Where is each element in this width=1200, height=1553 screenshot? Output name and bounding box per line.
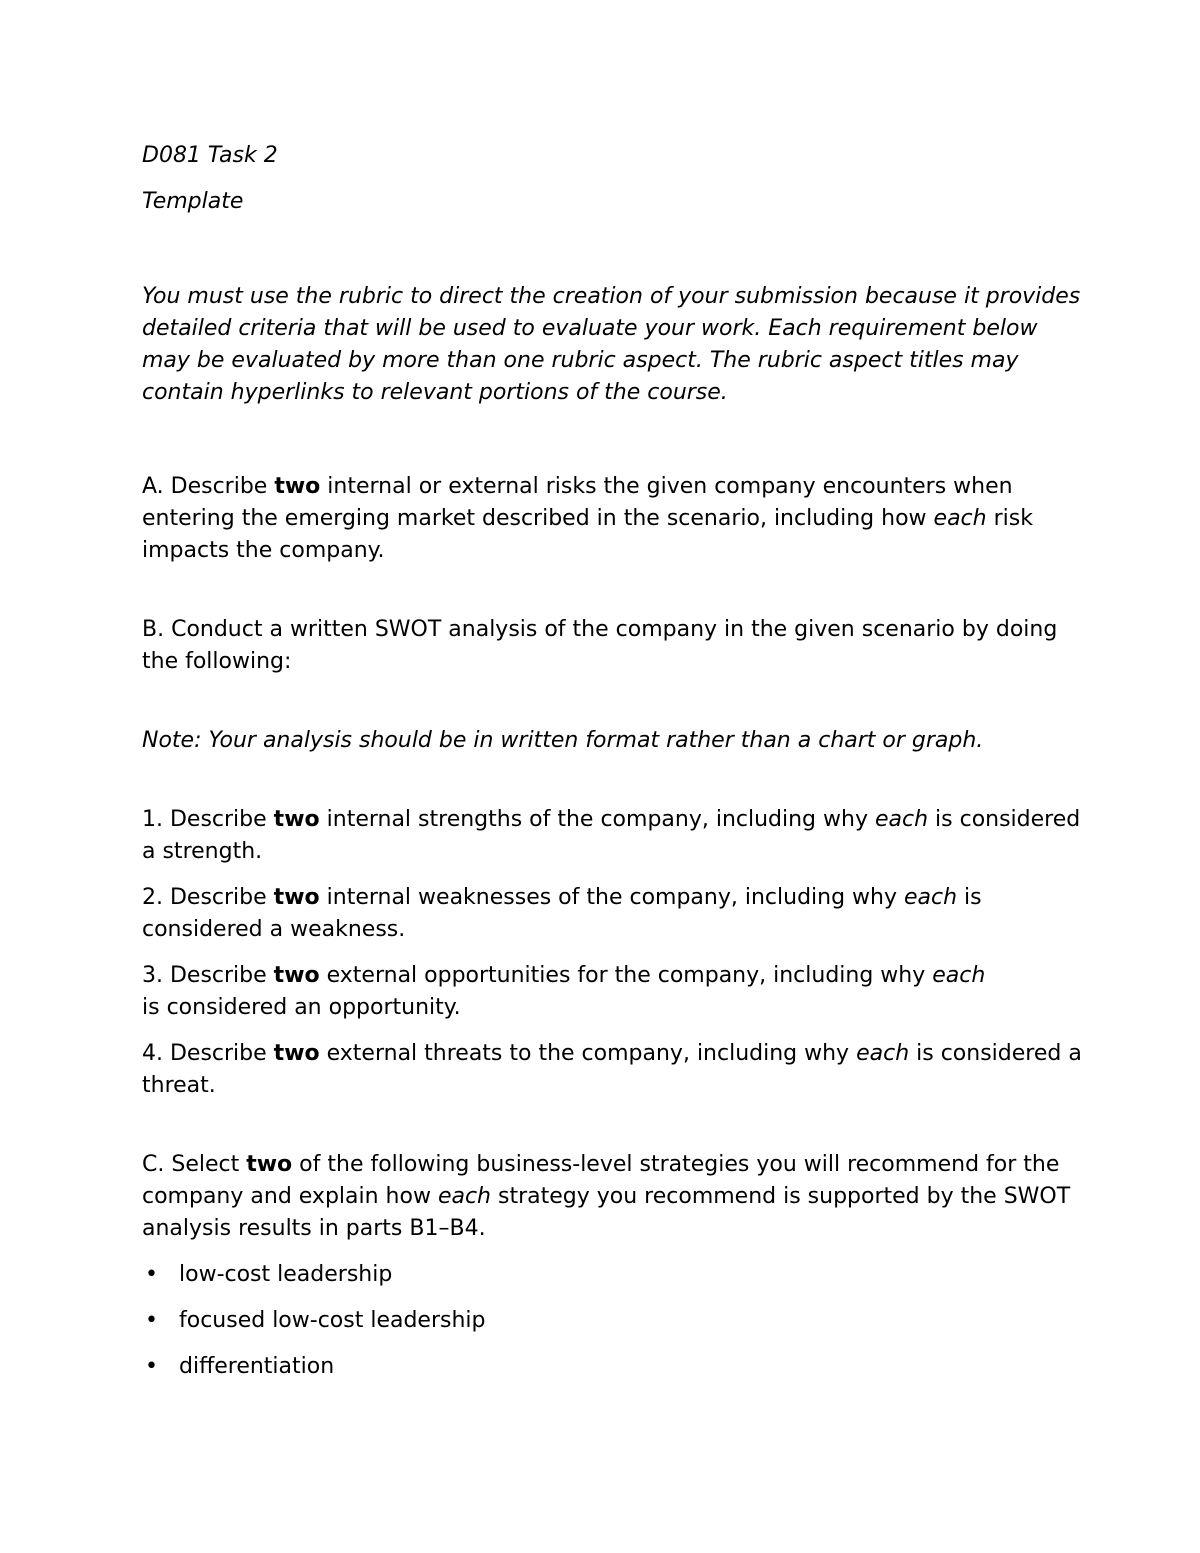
intro-paragraph: You must use the rubric to direct the creation of your submission because it provides detailed criteria that will be used to evaluate your work. Each requirement below may be evaluated by more than one rubric aspect. The rubric aspect titles may contain hyperlinks to relevant portions of the course. (142, 284, 1081, 405)
bullet-icon: • (145, 1308, 158, 1333)
list-item (142, 1259, 1082, 1291)
swot-item-opportunities (142, 960, 1002, 1024)
list-item (142, 1305, 1082, 1337)
swot-item-post: is considered an opportunity. (142, 995, 461, 1020)
section-c-pre: C. Select (142, 1152, 247, 1177)
swot-item-post: is considered a strength. (142, 807, 1081, 864)
section-a-mid: internal or external risks the given company encounters when entering the emerging market described in the scenario, including how (142, 474, 1013, 531)
list-item-label: differentiation (179, 1354, 335, 1379)
document-page (142, 140, 1082, 1383)
document-title: D081 Task 2 (142, 143, 278, 168)
section-b-paragraph: B. Conduct a written SWOT analysis of the company in the given scenario by doing the following: (142, 617, 1058, 674)
bullet-icon: • (145, 1262, 158, 1287)
section-a-paragraph (142, 471, 1082, 567)
section-a-pre: A. Describe (142, 474, 275, 499)
swot-item-bold: two (273, 1041, 320, 1066)
section-a-bold: two (274, 474, 321, 499)
swot-item-bold: two (273, 807, 320, 832)
swot-item-mid: internal weaknesses of the company, including why (319, 885, 904, 910)
section-c-italic: each (437, 1184, 491, 1209)
section-c-mid: of the following business-level strategies you will recommend for the company and explain how (142, 1152, 1060, 1209)
bullet-icon: • (145, 1354, 158, 1379)
section-c-bold: two (246, 1152, 293, 1177)
swot-item-italic: each (932, 963, 986, 988)
swot-item-strengths (142, 804, 1082, 868)
document-subtitle: Template (142, 189, 244, 214)
swot-item-pre: 2. Describe (142, 885, 274, 910)
list-item-label: low-cost leadership (179, 1262, 393, 1287)
swot-item-mid: internal strengths of the company, including why (319, 807, 875, 832)
section-c-post: strategy you recommend is supported by the SWOT analysis results in parts B1–B4. (142, 1184, 1071, 1241)
swot-item-bold: two (273, 885, 320, 910)
swot-item-weaknesses (142, 882, 1082, 946)
swot-item-mid: external threats to the company, including why (319, 1041, 857, 1066)
swot-item-pre: 3. Describe (142, 963, 274, 988)
list-item-label: focused low-cost leadership (179, 1308, 486, 1333)
swot-item-post: is considered a weakness. (142, 885, 982, 942)
swot-item-italic: each (874, 807, 929, 832)
swot-item-italic: each (856, 1041, 910, 1066)
section-c-paragraph (142, 1149, 1082, 1245)
swot-item-pre: 4. Describe (142, 1041, 274, 1066)
section-a-post: risk impacts the company. (142, 506, 1033, 563)
strategy-list (142, 1259, 1082, 1383)
swot-item-mid: external opportunities for the company, including why (319, 963, 933, 988)
swot-item-italic: each (904, 885, 958, 910)
swot-item-post: is considered a threat. (142, 1041, 1082, 1098)
section-b-note: Note: Your analysis should be in written format rather than a chart or graph. (142, 728, 984, 753)
swot-item-bold: two (273, 963, 320, 988)
list-item (142, 1351, 1082, 1383)
section-a-italic: each (933, 506, 987, 531)
swot-item-pre: 1. Describe (142, 807, 274, 832)
swot-item-threats (142, 1038, 1082, 1102)
